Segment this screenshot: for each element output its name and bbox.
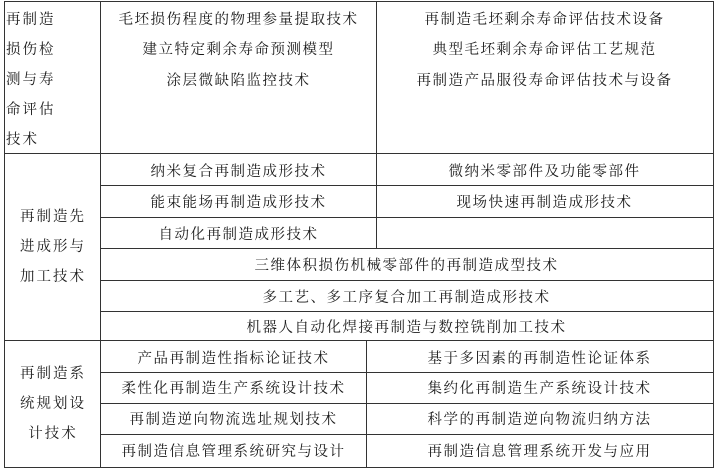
category-line: 计技术 (28, 426, 78, 442)
category-cell (4, 341, 100, 467)
table-cell: 基于多因素的再制造性论证体系 (427, 350, 652, 367)
table-border (4, 467, 714, 468)
category-line: 技术 (6, 132, 39, 148)
category-cell (4, 1, 100, 152)
row-divider (100, 311, 714, 312)
table-cell: 再制造毛坯剩余寿命评估技术设备 (424, 11, 665, 28)
table-cell: 科学的再制造逆向物流归纳方法 (427, 411, 652, 428)
table-cell: 再制造信息管理系统开发与应用 (427, 444, 652, 460)
category-line: 再制造 (6, 12, 56, 28)
table-cell: 涂层微缺陷监控技术 (166, 72, 311, 89)
table-cell: 产品再制造性指标论证技术 (137, 350, 330, 367)
category-line: 损伤检 (6, 42, 56, 58)
table-cell: 再制造产品服役寿命评估技术与设备 (416, 72, 673, 89)
category-line: 统规划设 (20, 396, 86, 412)
category-line: 测与寿 (6, 72, 56, 88)
column-divider (376, 153, 377, 249)
section-divider (4, 153, 714, 154)
category-line: 再制造先 (20, 209, 86, 225)
table-cell: 微纳米零部件及功能零部件 (448, 163, 641, 180)
table-cell: 现场快速再制造成形技术 (456, 195, 633, 211)
table-cell: 典型毛坯剩余寿命评估工艺规范 (432, 41, 657, 58)
table-cell: 柔性化再制造生产系统设计技术 (121, 380, 346, 397)
table-cell: 三维体积损伤机械零部件的再制造成型技术 (254, 257, 559, 274)
category-line: 命评估 (6, 102, 56, 118)
row-divider (100, 403, 714, 404)
section-divider (4, 340, 714, 341)
table-cell: 纳米复合再制造成形技术 (150, 163, 327, 180)
category-line: 加工技术 (20, 269, 86, 285)
table-border (4, 1, 714, 2)
table-border (4, 1, 5, 468)
row-divider (100, 217, 714, 218)
category-line: 再制造系 (20, 366, 86, 382)
row-divider (100, 280, 714, 281)
table-cell: 再制造逆向物流选址规划技术 (129, 411, 338, 428)
table-cell: 建立特定剩余寿命预测模型 (142, 41, 335, 58)
column-divider (376, 1, 377, 154)
category-line: 进成形与 (20, 239, 86, 255)
row-divider (100, 248, 714, 249)
category-cell (4, 154, 100, 340)
row-divider (100, 372, 714, 373)
table-cell: 毛坯损伤程度的物理参量提取技术 (118, 11, 359, 28)
table-cell: 机器人自动化焊接再制造与数控铣削加工技术 (246, 319, 567, 336)
table-border (713, 1, 714, 468)
table-cell: 再制造信息管理系统研究与设计 (121, 444, 346, 460)
row-divider (100, 185, 714, 186)
column-divider (366, 340, 367, 468)
table-cell: 多工艺、多工序复合加工再制造成形技术 (262, 289, 551, 306)
column-divider (100, 1, 101, 468)
row-divider (100, 434, 714, 435)
table-cell: 集约化再制造生产系统设计技术 (427, 380, 652, 397)
table-cell: 自动化再制造成形技术 (158, 226, 319, 243)
table-cell: 能束能场再制造成形技术 (150, 195, 327, 211)
